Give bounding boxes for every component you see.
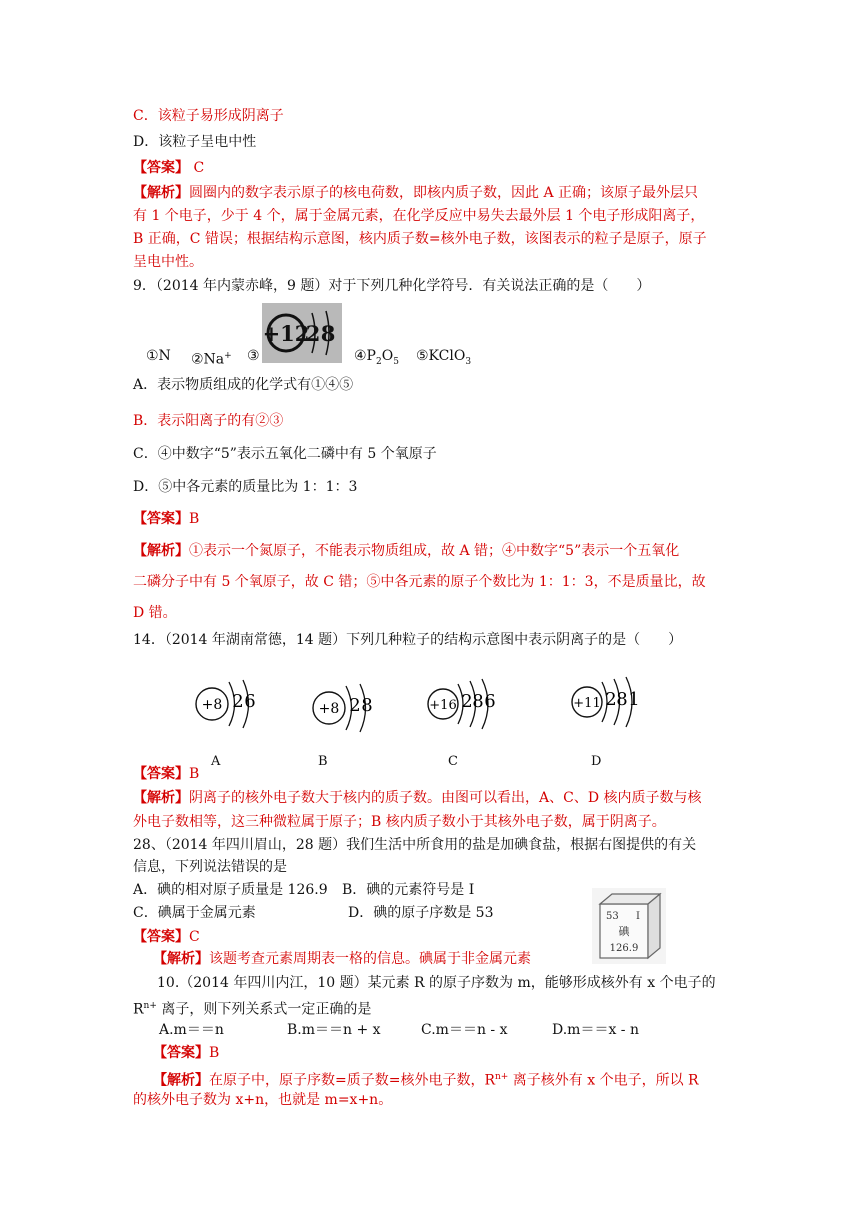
answer-tag: 【答案】 bbox=[133, 511, 189, 527]
q8-option-c: C．该粒子易形成阴离子 bbox=[133, 108, 284, 124]
explanation-tag: 【解析】 bbox=[153, 1072, 209, 1089]
tile-element-name: 碘 bbox=[618, 925, 630, 938]
q14-stem: 14．（2014 年湖南常德，14 题）下列几种粒子的结构示意图中表示阴离子的是（ ） bbox=[133, 632, 683, 648]
q10-stem-line-2: $R^{n+}$ 离子，则下列关系式一定正确的是 bbox=[133, 1001, 372, 1018]
answer-value: B bbox=[189, 511, 200, 527]
q14-diagram-a-label: A bbox=[211, 754, 221, 769]
q10-option-d: D.m＝＝x - n bbox=[552, 1022, 639, 1038]
q14-answer bbox=[133, 764, 199, 784]
shell-electron-count: 2 bbox=[605, 689, 617, 710]
q9-symbol-4: $④P_2O_5$ bbox=[354, 348, 399, 367]
shell-electron-count: 1 bbox=[628, 689, 640, 710]
shell-electron-count: 8 bbox=[361, 695, 373, 716]
q9-symbol-1: ①N bbox=[146, 348, 171, 364]
q9-symbol-3: ③ bbox=[247, 348, 260, 364]
tile-atomic-mass: 126.9 bbox=[609, 943, 639, 954]
shell-electron-count: 2 bbox=[461, 691, 473, 712]
q9-magnesium-ion-diagram bbox=[262, 303, 342, 363]
q8-explanation-line-3: B 正确，C 错误；根据结构示意图，核内质子数=核外电子数，该图表示的粒子是原子，原子 bbox=[133, 231, 707, 247]
q10-option-a: A.m＝＝n bbox=[159, 1022, 224, 1038]
q9-option-d: D．⑤中各元素的质量比为 1：1：3 bbox=[133, 479, 358, 495]
q10-answer bbox=[153, 1043, 219, 1063]
q8-explanation-line-4: 呈电中性。 bbox=[133, 254, 203, 270]
answer-tag: 【答案】 bbox=[133, 929, 189, 945]
q14-diagram-b-label: B bbox=[318, 754, 328, 769]
q9-option-b: B．表示阳离子的有②③ bbox=[133, 413, 284, 429]
q28-stem-line-2: 信息，下列说法错误的是 bbox=[133, 859, 287, 875]
q10-stem-line-1: 10.（2014 年四川内江，10 题）某元素 R 的原子序数为 m，能够形成核外有 x 个电子的 bbox=[157, 975, 716, 991]
explanation-text: 在原子中，原子序数=质子数=核外电子数，R bbox=[209, 1072, 496, 1089]
shell-electron-count: 6 bbox=[244, 691, 256, 712]
explanation-text: 圆圈内的数字表示原子的核电荷数，即核内质子数，因此 A 正确；该原子最外层只 bbox=[189, 185, 699, 201]
q9-symbol-2: ②Na+ bbox=[191, 351, 232, 368]
q10-option-c: C.m＝＝n - x bbox=[421, 1022, 508, 1038]
q9-symbol-5: ⑤KClO$_3$ bbox=[416, 348, 472, 367]
element-tile-drawing bbox=[592, 888, 666, 964]
answer-value: B bbox=[189, 766, 200, 782]
tile-atomic-number: 53 bbox=[606, 911, 619, 922]
shell-electron-count: 2 bbox=[232, 691, 244, 712]
q9-option-a: A．表示物质组成的化学式有①④⑤ bbox=[133, 377, 354, 393]
answer-tag: 【答案】 bbox=[133, 766, 189, 782]
q14-explanation-line-2: 外电子数相等，这三种微粒属于原子；B 核内质子数小于其核外电子数，属于阴离子。 bbox=[133, 814, 666, 830]
explanation-text: 该题考查元素周期表一格的信息。碘属于非金属元素 bbox=[209, 951, 531, 967]
q9-stem: 9．（2014 年内蒙赤峰，9 题）对于下列几种化学符号．有关说法正确的是（ ） bbox=[133, 278, 651, 294]
shell-electron-count: 8 bbox=[616, 689, 628, 710]
q14-diagram-c-label: C bbox=[448, 754, 458, 769]
q8-explanation-line-2: 有 1 个电子，少于 4 个，属于金属元素，在化学反应中易失去最外层 1 个电子形成阳离子， bbox=[133, 208, 705, 224]
explanation-text: 阴离子的核外电子数大于核内的质子数。由图可以看出，A、C、D 核内质子数与核 bbox=[189, 790, 702, 806]
shell-electron-count: 8 bbox=[472, 691, 484, 712]
answer-value: B bbox=[209, 1045, 220, 1061]
answer-value: C bbox=[193, 160, 205, 176]
tile-side bbox=[648, 894, 660, 958]
q8-answer bbox=[133, 158, 204, 178]
nucleus-charge: +8 bbox=[201, 697, 223, 713]
explanation-text: ①表示一个氮原子，不能表示物质组成，故 A 错；④中数字“5”表示一个五氧化 bbox=[189, 543, 680, 559]
q14-diagram-d-label: D bbox=[591, 754, 602, 769]
explanation-tag: 【解析】 bbox=[133, 185, 189, 201]
q9-option-c: C．④中数字“5”表示五氧化二磷中有 5 个氧原子 bbox=[133, 446, 437, 462]
q9-explanation-line-1 bbox=[133, 541, 679, 561]
q28-option-a: A．碘的相对原子质量是 126.9 bbox=[133, 882, 328, 898]
q28-explanation bbox=[153, 949, 531, 969]
q28-option-d: D．碘的原子序数是 53 bbox=[348, 905, 494, 921]
answer-tag: 【答案】 bbox=[133, 160, 189, 176]
q9-explanation-line-3: D 错。 bbox=[133, 605, 177, 621]
explanation-tag: 【解析】 bbox=[133, 790, 189, 806]
shell-electron-count: 8 bbox=[320, 321, 336, 346]
q14-diagram-c bbox=[424, 676, 524, 732]
explanation-tag: 【解析】 bbox=[153, 951, 209, 967]
explanation-tag: 【解析】 bbox=[133, 543, 189, 559]
q14-explanation-line-1 bbox=[133, 788, 702, 808]
q9-answer bbox=[133, 509, 199, 529]
q10-explanation-line-2: 的核外电子数为 x+n，也就是 m=x+n。 bbox=[133, 1092, 393, 1108]
nucleus-charge: +12 bbox=[262, 321, 310, 346]
q28-iodine-element-tile bbox=[592, 888, 666, 964]
tile-symbol: I bbox=[636, 911, 640, 922]
q28-option-b: B．碘的元素符号是 I bbox=[342, 882, 475, 898]
q28-stem-line-1: 28、（2014 年四川眉山，28 题）我们生活中所食用的盐是加碘食盐，根据右图提供的有关 bbox=[133, 837, 697, 853]
nucleus-charge: +8 bbox=[318, 701, 340, 717]
q14-diagram-b bbox=[309, 680, 401, 736]
q9-explanation-line-2: 二磷分子中有 5 个氧原子，故 C 错；⑤中各元素的原子个数比为 1：1：3，不是质量比，故 bbox=[133, 574, 706, 590]
nucleus-charge: +16 bbox=[429, 698, 457, 713]
q8-option-d: D．该粒子呈电中性 bbox=[133, 134, 257, 150]
q28-option-c: C．碘属于金属元素 bbox=[133, 905, 256, 921]
shell-electron-count: 2 bbox=[349, 695, 361, 716]
q14-diagram-a bbox=[192, 676, 284, 732]
q8-explanation-line-1 bbox=[133, 183, 698, 203]
nucleus-charge: +11 bbox=[573, 696, 601, 711]
q14-diagram-d bbox=[568, 674, 668, 730]
answer-tag: 【答案】 bbox=[153, 1045, 209, 1061]
q28-answer bbox=[133, 927, 200, 947]
shell-electron-count: 2 bbox=[305, 321, 321, 346]
q10-explanation-line-1: 【解析】在原子中，原子序数=质子数=核外电子数，$R^{n+}$ 离子核外有 x 个电子，所以 R bbox=[153, 1072, 699, 1089]
answer-value: C bbox=[189, 929, 200, 945]
q10-option-b: B.m＝＝n + x bbox=[287, 1022, 381, 1038]
shell-electron-count: 6 bbox=[484, 691, 496, 712]
